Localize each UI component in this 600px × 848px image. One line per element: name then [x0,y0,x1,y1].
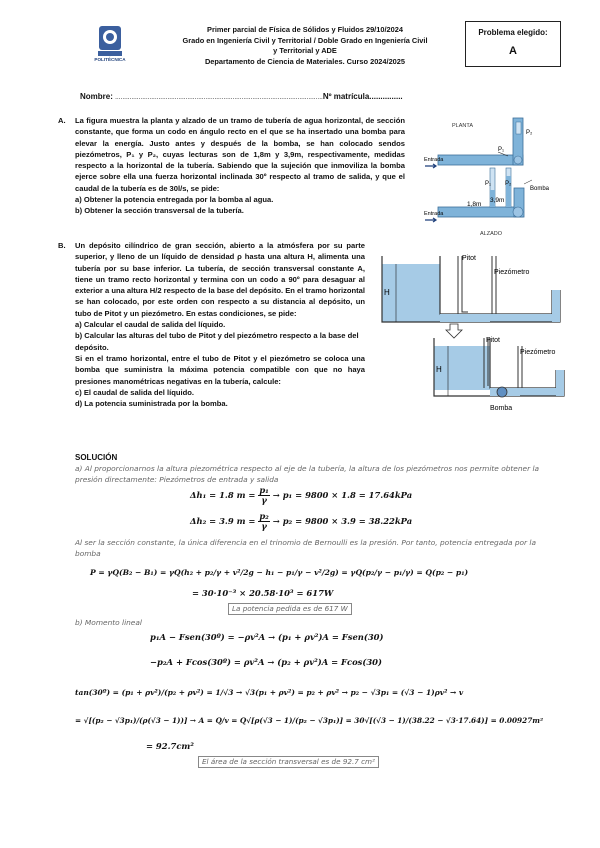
h-top-label: H [384,288,390,297]
pump-icon [497,387,507,397]
eq1-numerator: p₁ [259,485,269,495]
equation-area-cm: = 92.7cm² [146,741,194,751]
equation-velocity-area: = √[(p₂ − √3p₁)/(ρ(√3 − 1))] → A = Q/v = Q√[ρ(√3 − 1)/(p₂ − √3p₁)] = 30√[(√3 − 1)/(38.22 − √3·17.64)] = 0.00927m² [75,716,544,725]
eq2-numerator: p₂ [259,511,269,521]
problem-choice-value: A [509,45,517,57]
equation-momentum-1: p₁A − Fsen(30º) = −ρv²A → (p₁ + ρv²)A = Fsen(30) [150,632,384,642]
header-line-2: Grado en Ingeniería Civil y Territorial / Doble Grado en Ingeniería Civil [182,35,428,45]
problem-a-text: La figura muestra la planta y alzado de un tramo de tubería de agua horizontal, de sección constante, que forma un codo en ángulo recto en el que se ha insertado una bomba para elevar la energía. Justo antes y después de la bomba, se han colocado sendos piezómetros, P₁ y P₂, cuyas lecturas son de 1,8m y 3,9m, respectivamente, medidas respecto a la horizontal de la tubería. Sabiendo que la sujeción que inmoviliza la bomba ejerce sobre ella una fuerza horizontal inclinada 30º respecto al tramo de salida, y que el caudal de la tubería es de 30l/s, se pide: [75,116,405,193]
p1-plan-label: P₁ [498,147,505,153]
entrada-plan-label: Entrada [424,157,444,163]
bomba-bottom-label: Bomba [490,405,513,412]
h1-label: 1,8m [467,201,482,208]
p2-plan-label: P₂ [526,130,533,136]
eq1-denominator: γ [261,495,267,505]
header-line-3: y Territorial y ADE [273,46,337,55]
piezo-bottom-label: Piezómetro [520,349,556,356]
arrow-right-icon [425,218,436,222]
eq2-right: → p₂ = 9800 × 3.9 = 38.22kPa [272,516,413,526]
equation-pressure-1 [190,486,412,505]
entrada-elev-label: Entrada [424,211,444,217]
problem-a-question-b: b) Obtener la sección transversal de la tubería. [75,206,244,216]
equation-momentum-2: −p₂A + Fcos(30º) = ρv²A → (p₂ + ρv²)A = Fcos(30) [150,657,382,667]
solution-b-label: b) Momento lineal [75,618,142,627]
eq2-denominator: γ [261,521,267,531]
matricula-label[interactable]: Nº matrícula............... [322,92,403,101]
problem-b-question-a: a) Calcular el caudal de salida del líquido. [75,320,226,330]
h-bottom-label: H [436,365,442,374]
pitot-bottom-label: Pitot [486,337,501,344]
arrow-right-icon [425,164,436,168]
pitot-top-label: Pitot [462,255,477,262]
problem-choice-box [465,21,561,67]
pipe-figure [420,110,570,250]
arrow-down-icon [446,324,462,338]
problem-a-question-a: a) Obtener la potencia entregada por la bomba al agua. [75,195,274,205]
equation-power: P = γQ(B₂ − B₁) = γQ(h₂ + p₂/γ + v²/2g − h₁ − p₁/γ − v²/2g) = γQ(p₂/γ − p₁/γ) = Q(p₂ − p₁) [90,568,469,577]
exam-header [150,25,460,67]
equation-pressure-2 [190,512,412,531]
equation-tan: tan(30º) = (p₁ + ρv²)/(p₂ + ρv²) = 1/√3 → √3(p₁ + ρv²) = p₂ + ρv² → p₂ − √3p₁ = (√3 − 1)ρv² → v [75,688,464,697]
h2-label: 3,9m [490,197,505,204]
p2-elev-label: P₂ [505,181,512,187]
name-field[interactable]: ................................................................................................................... [115,94,323,101]
problem-b-letter: B. [58,241,66,250]
eq1-left: Δh₁ = 1.8 m = [190,490,256,500]
problem-a-letter: A. [58,116,66,125]
eq1-fraction [258,486,270,505]
logo-text: POLITÉCNICA [94,57,126,62]
problem-choice-label: Problema elegido: [478,28,548,37]
problem-b-question-d: d) La potencia suministrada por la bomba. [75,399,228,409]
problem-b-question-c: c) El caudal de salida del líquido. [75,387,194,397]
area-result: El área de la sección transversal es de 92.7 cm² [198,756,379,768]
equation-power-value: = 30·10⁻³ × 20.58·10³ = 617W [192,588,334,598]
name-line [80,92,560,101]
bomba-label: Bomba [530,186,550,192]
problem-b-question-b: b) Calcular las alturas del tubo de Pitot y del piezómetro respecto a la base del depósito. [75,331,359,352]
problem-b-statement [75,240,365,409]
solution-a-intro: a) Al proporcionarnos la altura piezométrica respecto al eje de la tubería, la altura de los piezómetros nos permite obtener la presión directamente: Piezómetros de entrada y salida [75,464,540,484]
p1-elev-label: P₁ [485,181,492,187]
name-label: Nombre: [80,92,116,101]
eq2-left: Δh₂ = 3.9 m = [190,516,256,526]
eq1-right: → p₁ = 9800 × 1.8 = 17.64kPa [272,490,413,500]
problem-a-statement [75,115,405,217]
solution-a-text2: Al ser la sección constante, la única diferencia en el trinomio de Bernoulli es la presión. Por tanto, potencia entregada por la bomba [75,538,537,558]
planta-label: PLANTA [452,123,473,129]
eq2-fraction [258,512,270,531]
header-line-4: Departamento de Ciencia de Materiales. Curso 2024/2025 [204,56,406,66]
problem-b-text2: Si en el tramo horizontal, entre el tubo de Pitot y el piezómetro se coloca una bomba que suministra la máxima potencia compatible con que no haya presiones manométricas negativas en la tubería, calcule: [75,353,365,386]
solution-title: SOLUCIÓN [75,453,118,462]
header-line-1: Primer parcial de Física de Sólidos y Fluidos 29/10/2024 [207,25,403,34]
university-logo [90,24,130,66]
problem-b-text: Un depósito cilíndrico de gran sección, abierto a la atmósfera por su parte superior, y lleno de un líquido de densidad ρ hasta una altura H, alimenta una tubería por su base inferior. La tubería, de sección transversal constante A, tiene un tramo recto horizontal y termina con un codo a 90º para desaguar al exterior a una altura H/2 respecto de la base del depósito. En el tramo horizontal se han colocado, por este orden con respecto a su distancia al depósito, un tubo de Pitot y un piezómetro. En estas condiciones, se pide: [75,241,365,318]
alzado-label: ALZADO [480,231,503,237]
power-result: La potencia pedida es de 617 W [228,603,352,615]
tank-figure [372,250,572,415]
piezo-top-label: Piezómetro [494,269,530,276]
